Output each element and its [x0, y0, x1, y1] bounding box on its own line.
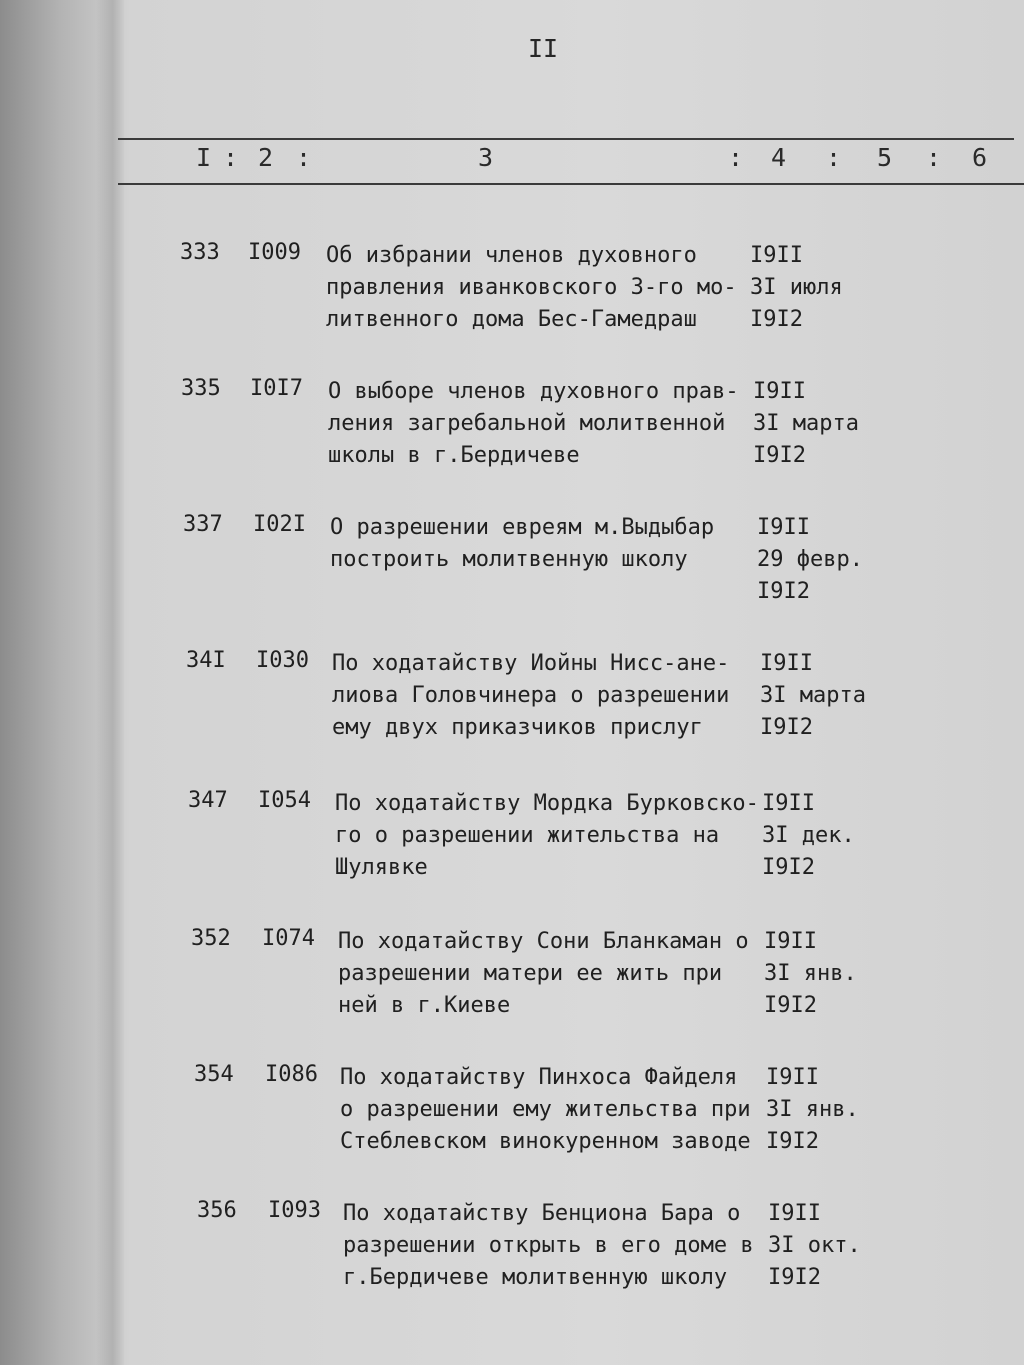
record-description — [330, 512, 714, 608]
description-line: правления иванковского 3-го мо- — [326, 275, 737, 300]
record-number: 347 — [188, 788, 228, 813]
header-rule-bottom — [118, 183, 1024, 185]
header-col-2: 2 — [258, 143, 274, 172]
record-number: 356 — [197, 1198, 237, 1223]
header-col-4: 4 — [771, 143, 787, 172]
table-row — [0, 1062, 1024, 1162]
description-line: О выборе членов духовного прав- — [328, 379, 739, 404]
description-line: ему двух приказчиков прислуг — [332, 715, 703, 740]
record-dates — [757, 512, 863, 608]
header-col-5: 5 — [877, 143, 893, 172]
description-line: По ходатайству Бенциона Бара о — [343, 1201, 741, 1226]
record-number: 34I — [186, 648, 226, 673]
table-row — [0, 376, 1024, 476]
end-year: I9I2 — [762, 855, 815, 880]
file-number: I054 — [258, 788, 311, 813]
end-date: 29 февр. — [757, 547, 863, 572]
description-line: По ходатайству Мордка Бурковско- — [335, 791, 759, 816]
description-line: о разрешении ему жительства при — [340, 1097, 751, 1122]
description-line: литвенного дома Бес-Гамедраш — [326, 307, 697, 332]
header-col-6: 6 — [972, 143, 988, 172]
record-dates — [750, 240, 843, 336]
record-number: 337 — [183, 512, 223, 537]
record-dates — [760, 648, 866, 744]
end-year: I9I2 — [757, 579, 810, 604]
description-line: разрешении матери ее жить при — [338, 961, 723, 986]
record-number: 354 — [194, 1062, 234, 1087]
description-line: построить молитвенную школу — [330, 547, 688, 572]
description-line: го о разрешении жительства на — [335, 823, 720, 848]
start-year: I9II — [764, 929, 817, 954]
record-dates — [766, 1062, 859, 1158]
record-description — [335, 788, 759, 884]
end-year: I9I2 — [766, 1129, 819, 1154]
header-separator: : — [826, 143, 842, 172]
end-date: 3I окт. — [768, 1233, 861, 1258]
table-row — [0, 648, 1024, 748]
header-rule-top — [118, 138, 1014, 140]
start-year: I9II — [768, 1201, 821, 1226]
end-date: 3I янв. — [766, 1097, 859, 1122]
description-line: По ходатайству Пинхоса Файделя — [340, 1065, 738, 1090]
record-number: 335 — [181, 376, 221, 401]
end-date: 3I дек. — [762, 823, 855, 848]
description-line: школы в г.Бердичеве — [328, 443, 580, 468]
start-year: I9II — [750, 243, 803, 268]
start-year: I9II — [757, 515, 810, 540]
record-description — [328, 376, 739, 472]
description-line: Об избрании членов духовного — [326, 243, 697, 268]
end-date: 3I июля — [750, 275, 843, 300]
description-line: ней в г.Киеве — [338, 993, 511, 1018]
description-line — [330, 576, 714, 608]
record-dates — [753, 376, 859, 472]
start-year: I9II — [762, 791, 815, 816]
record-dates — [764, 926, 857, 1022]
end-year: I9I2 — [764, 993, 817, 1018]
description-line: г.Бердичеве молитвенную школу — [343, 1265, 728, 1290]
description-line: лиова Головчинера о разрешении — [332, 683, 730, 708]
record-number: 333 — [180, 240, 220, 265]
file-number: I093 — [268, 1198, 321, 1223]
end-year: I9I2 — [753, 443, 806, 468]
end-year: I9I2 — [760, 715, 813, 740]
record-dates — [768, 1198, 861, 1294]
record-description — [332, 648, 729, 744]
description-line: разрешении открыть в его доме в — [343, 1233, 754, 1258]
header-separator: : — [296, 143, 312, 172]
description-line: По ходатайству Сони Бланкаман о — [338, 929, 749, 954]
header-col-3: 3 — [478, 143, 494, 172]
description-line: ления загребальной молитвенной — [328, 411, 726, 436]
record-description — [340, 1062, 751, 1158]
record-number: 352 — [191, 926, 231, 951]
end-year: I9I2 — [750, 307, 803, 332]
header-separator: : — [223, 143, 239, 172]
file-number: I009 — [248, 240, 301, 265]
record-dates — [762, 788, 855, 884]
header-separator: : — [728, 143, 744, 172]
table-row — [0, 1198, 1024, 1298]
file-number: I0I7 — [250, 376, 303, 401]
header-col-1: I — [196, 143, 212, 172]
description-line: О разрешении евреям м.Выдыбар — [330, 515, 715, 540]
record-description — [338, 926, 749, 1022]
record-description — [343, 1198, 754, 1294]
page-number: II — [528, 34, 559, 63]
file-number: I086 — [265, 1062, 318, 1087]
end-year: I9I2 — [768, 1265, 821, 1290]
start-year: I9II — [766, 1065, 819, 1090]
file-number: I02I — [253, 512, 306, 537]
table-row — [0, 926, 1024, 1026]
end-date: 3I янв. — [764, 961, 857, 986]
record-description — [326, 240, 737, 336]
start-year: I9II — [760, 651, 813, 676]
header-separator: : — [926, 143, 942, 172]
start-year: I9II — [753, 379, 806, 404]
file-number: I030 — [256, 648, 309, 673]
end-date: 3I марта — [753, 411, 859, 436]
description-line: Стеблевском винокуренном заводе — [340, 1129, 751, 1154]
table-row — [0, 512, 1024, 612]
description-line: Шулявке — [335, 855, 428, 880]
table-row — [0, 788, 1024, 888]
file-number: I074 — [262, 926, 315, 951]
description-line: По ходатайству Иойны Нисс-ане- — [332, 651, 730, 676]
end-date: 3I марта — [760, 683, 866, 708]
table-row — [0, 240, 1024, 340]
